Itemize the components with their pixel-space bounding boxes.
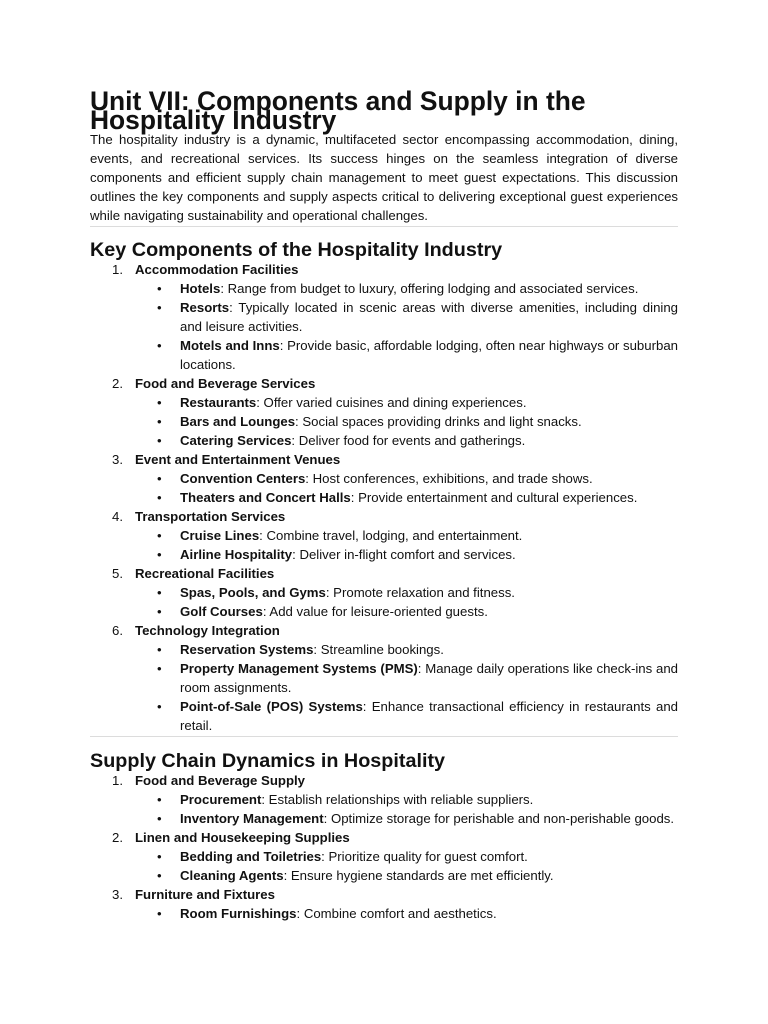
bullet-item: [135, 393, 678, 412]
term: Resorts: [180, 300, 230, 315]
item-number: 4.: [112, 509, 123, 524]
term: Cruise Lines: [180, 528, 260, 543]
numbered-list: [90, 771, 678, 923]
bullet-icon: •: [157, 811, 162, 826]
bullet-icon: •: [157, 281, 162, 296]
description: : Optimize storage for perishable and non-perishable goods.: [323, 811, 675, 826]
bullet-item: [135, 545, 678, 564]
bullet-icon: •: [157, 604, 162, 619]
item-title: Event and Entertainment Venues: [135, 452, 341, 467]
bullet-list: [135, 583, 678, 621]
divider: [90, 226, 678, 227]
description: : Range from budget to luxury, offering lodging and associated services.: [220, 281, 639, 296]
bullet-icon: •: [157, 849, 162, 864]
description: : Social spaces providing drinks and light snacks.: [295, 414, 582, 429]
divider: [90, 736, 678, 737]
list-item: [90, 450, 678, 507]
item-number: 3.: [112, 887, 123, 902]
term: Theaters and Concert Halls: [180, 490, 351, 505]
term: Room Furnishings: [180, 906, 297, 921]
bullet-list: [135, 904, 678, 923]
description: : Prioritize quality for guest comfort.: [321, 849, 528, 864]
item-number: 3.: [112, 452, 123, 467]
item-title: Technology Integration: [135, 623, 280, 638]
bullet-icon: •: [157, 792, 162, 807]
bullet-list: [135, 279, 678, 374]
section-heading-supply-chain: Supply Chain Dynamics in Hospitality: [90, 750, 446, 772]
bullet-item: [135, 469, 678, 488]
bullet-icon: •: [157, 395, 162, 410]
bullet-item: [135, 847, 678, 866]
description: : Add value for leisure-oriented guests.: [262, 604, 488, 619]
description: : Typically located in scenic areas with diverse amenities, including dining and leisure activities.: [180, 300, 678, 334]
term: Bedding and Toiletries: [180, 849, 322, 864]
term: Motels and Inns: [180, 338, 280, 353]
bullet-icon: •: [157, 547, 162, 562]
term: Bars and Lounges: [180, 414, 296, 429]
bullet-list: [135, 393, 678, 450]
bullet-icon: •: [157, 471, 162, 486]
item-title: Food and Beverage Supply: [135, 773, 306, 788]
term: Cleaning Agents: [180, 868, 284, 883]
item-number: 6.: [112, 623, 123, 638]
bullet-item: [135, 809, 678, 828]
bullet-list: [135, 526, 678, 564]
bullet-icon: •: [157, 414, 162, 429]
list-item: [90, 374, 678, 450]
bullet-item: [135, 697, 678, 735]
bullet-item: [135, 488, 678, 507]
term: Property Management Systems (PMS): [180, 661, 418, 676]
bullet-icon: •: [157, 868, 162, 883]
term: Point-of-Sale (POS) Systems: [180, 699, 363, 714]
bullet-item: [135, 602, 678, 621]
bullet-item: [135, 866, 678, 885]
bullet-icon: •: [157, 300, 162, 315]
term: Spas, Pools, and Gyms: [180, 585, 326, 600]
bullet-item: [135, 583, 678, 602]
list-item: [90, 621, 678, 735]
term: Restaurants: [180, 395, 257, 410]
bullet-icon: •: [157, 661, 162, 676]
description: : Enhance transactional efficiency in restaurants and retail.: [180, 699, 678, 733]
description: : Ensure hygiene standards are met efficiently.: [283, 868, 554, 883]
item-title: Recreational Facilities: [135, 566, 275, 581]
list-item: [90, 507, 678, 564]
bullet-icon: •: [157, 338, 162, 353]
item-number: 2.: [112, 830, 123, 845]
description: : Provide entertainment and cultural experiences.: [350, 490, 638, 505]
bullet-list: [135, 469, 678, 507]
item-number: 2.: [112, 376, 123, 391]
bullet-icon: •: [157, 699, 162, 714]
bullet-icon: •: [157, 433, 162, 448]
section-heading-key-components: Key Components of the Hospitality Industry: [90, 239, 503, 261]
description: : Manage daily operations like check-ins and room assignments.: [180, 661, 678, 695]
bullet-icon: •: [157, 528, 162, 543]
bullet-item: [135, 336, 678, 374]
bullet-item: [135, 659, 678, 697]
item-number: 5.: [112, 566, 123, 581]
term: Catering Services: [180, 433, 292, 448]
term: Convention Centers: [180, 471, 306, 486]
bullet-item: [135, 904, 678, 923]
bullet-list: [135, 790, 678, 828]
description: : Offer varied cuisines and dining experiences.: [256, 395, 527, 410]
description: : Streamline bookings.: [313, 642, 444, 657]
bullet-item: [135, 640, 678, 659]
item-title: Accommodation Facilities: [135, 262, 299, 277]
bullet-list: [135, 640, 678, 735]
numbered-list: [90, 260, 678, 735]
bullet-icon: •: [157, 906, 162, 921]
bullet-item: [135, 790, 678, 809]
document-title: Unit VII: Components and Supply in the Hospitality Industry: [90, 86, 586, 135]
term: Hotels: [180, 281, 221, 296]
list-item: [90, 885, 678, 923]
item-title: Linen and Housekeeping Supplies: [135, 830, 350, 845]
term: Inventory Management: [180, 811, 324, 826]
list-item: [90, 771, 678, 828]
intro-paragraph: The hospitality industry is a dynamic, multifaceted sector encompassing accommodation, dining, events, and recreational services. Its success hinges on the seamless integration of diverse components and efficient supply chain management to meet guest expectations. This discussion outlines the key components and supply aspects critical to delivering exceptional guest experiences while navigating sustainability and operational challenges.: [90, 132, 678, 223]
bullet-icon: •: [157, 490, 162, 505]
description: : Provide basic, affordable lodging, often near highways or suburban locations.: [180, 338, 678, 372]
term: Procurement: [180, 792, 262, 807]
term: Reservation Systems: [180, 642, 314, 657]
description: : Host conferences, exhibitions, and trade shows.: [305, 471, 593, 486]
description: : Combine travel, lodging, and entertainment.: [259, 528, 523, 543]
bullet-list: [135, 847, 678, 885]
bullet-item: [135, 526, 678, 545]
description: : Establish relationships with reliable suppliers.: [261, 792, 534, 807]
description: : Promote relaxation and fitness.: [325, 585, 515, 600]
bullet-item: [135, 431, 678, 450]
description: : Deliver food for events and gatherings.: [291, 433, 526, 448]
bullet-icon: •: [157, 585, 162, 600]
description: : Combine comfort and aesthetics.: [296, 906, 497, 921]
bullet-item: [135, 279, 678, 298]
bullet-item: [135, 412, 678, 431]
bullet-icon: •: [157, 642, 162, 657]
item-title: Furniture and Fixtures: [135, 887, 275, 902]
item-title: Transportation Services: [135, 509, 286, 524]
term: Airline Hospitality: [180, 547, 293, 562]
list-item: [90, 564, 678, 621]
list-item: [90, 828, 678, 885]
term: Golf Courses: [180, 604, 263, 619]
description: : Deliver in-flight comfort and services.: [292, 547, 516, 562]
bullet-item: [135, 298, 678, 336]
item-number: 1.: [112, 262, 123, 277]
item-title: Food and Beverage Services: [135, 376, 316, 391]
list-item: [90, 260, 678, 374]
item-number: 1.: [112, 773, 123, 788]
